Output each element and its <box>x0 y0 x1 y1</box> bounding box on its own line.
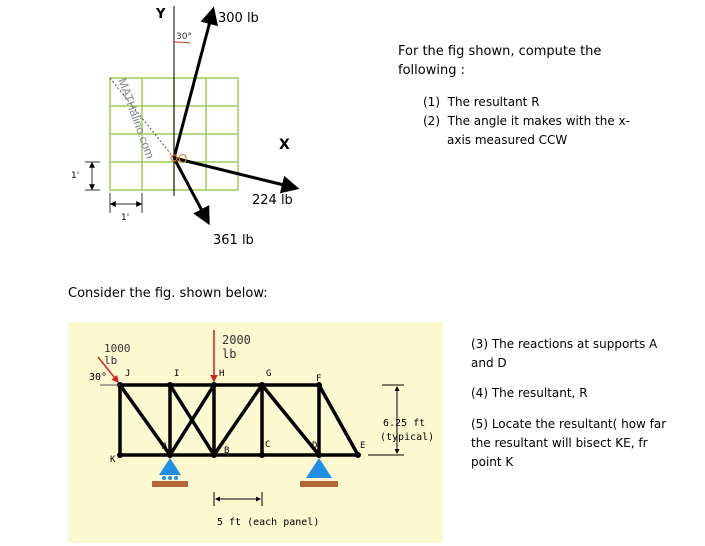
support-d <box>300 458 338 487</box>
load-left-value: 1000 <box>104 342 131 355</box>
panel-dimension <box>214 492 262 506</box>
panel-label: 5 ft (each panel) <box>217 517 320 528</box>
question-2-line1: (2) The angle it makes with the x- <box>423 114 630 128</box>
node-label-h: H <box>219 369 225 379</box>
consider-text: Consider the fig. shown below: <box>68 286 268 301</box>
question-5-line2: the resultant will bisect KE, fr <box>471 436 648 450</box>
angle-label: 30° <box>176 32 192 42</box>
load-top-unit: lb <box>222 347 237 361</box>
node-label-i: I <box>174 369 180 379</box>
x-axis-label: X <box>279 137 290 153</box>
node-label-k: K <box>110 455 116 465</box>
question-1: (1) The resultant R <box>423 95 540 109</box>
node-label-j: J <box>125 369 131 379</box>
load-left-unit: lb <box>104 354 118 367</box>
question-4: (4) The resultant, R <box>471 386 588 400</box>
node-label-e: E <box>360 441 366 451</box>
origin-label: O <box>178 152 188 166</box>
height-label: 6.25 ft <box>383 418 426 429</box>
vertical-unit-label: 1' <box>71 171 80 181</box>
intro-line1: For the fig shown, compute the <box>398 44 602 59</box>
force-bottom-label: 361 lb <box>213 233 254 248</box>
truss-members <box>120 385 358 455</box>
question-5-line1: (5) Locate the resultant( how far <box>471 417 667 431</box>
y-axis-label: Y <box>156 7 166 22</box>
horizontal-unit-label: 1' <box>121 213 130 223</box>
node-label-f: F <box>316 374 322 384</box>
question-3-line2: and D <box>471 356 507 370</box>
node-label-d: D <box>312 441 318 451</box>
question-2-line2: axis measured CCW <box>447 133 568 147</box>
node-label-g: G <box>266 369 272 379</box>
load-left-angle: 30° <box>89 372 108 383</box>
question-3-line1: (3) The reactions at supports A <box>471 337 658 351</box>
intro-line2: following : <box>398 63 465 78</box>
question-5-line3: point K <box>471 455 514 469</box>
load-top-value: 2000 <box>222 333 251 347</box>
node-label-c: C <box>265 440 271 450</box>
support-a <box>152 458 188 487</box>
force-top-label: 300 lb <box>218 11 259 26</box>
force-right-label: 224 lb <box>252 193 293 208</box>
height-note: (typical) <box>380 432 435 443</box>
watermark: MATHalino.com <box>115 76 158 161</box>
node-label-a: A <box>162 442 168 452</box>
node-label-b: B <box>224 446 230 456</box>
